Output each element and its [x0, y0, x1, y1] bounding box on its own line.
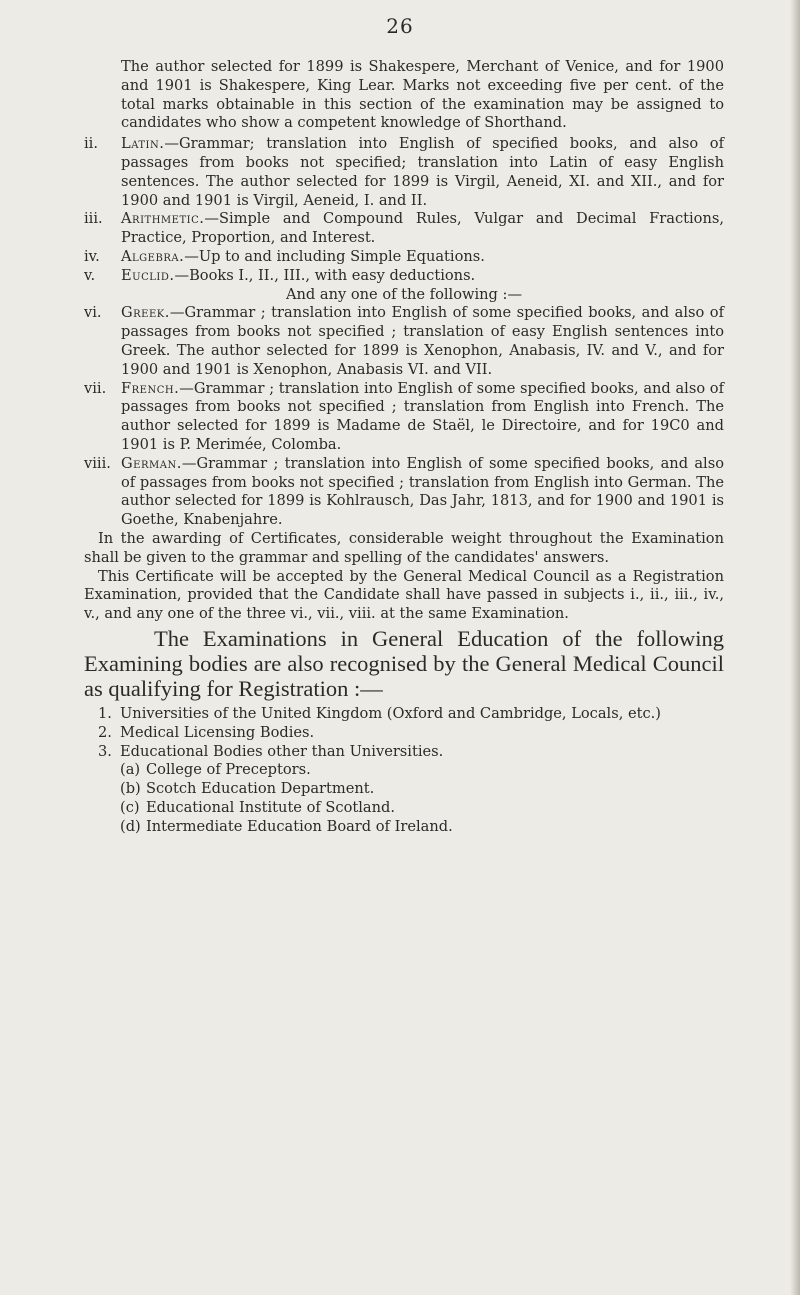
subject-german [84, 455, 724, 530]
subject-name: Algebra. [121, 247, 185, 265]
sub-bodies-list [84, 761, 724, 836]
subject-french [84, 380, 724, 455]
sub-body-item [120, 818, 724, 837]
subject-text: —Grammar ; translation into English of some specified books, and also of passages from books not specified ; translation of easy English sentences into Greek. The author selected for 1899 is Xenophon, Anabasis, IV. and V., and for 1900 and 1901 is Xenophon, Anabasis VI. and VII. [121, 304, 724, 378]
subject-number: iv. [84, 247, 100, 265]
subject-name: German. [121, 454, 182, 472]
sub-body-text: College of Preceptors. [146, 761, 311, 779]
subject-text: —Grammar ; translation into English of some specified books, and also of passages from books not specified ; translation from English into French. The author selected for 1899 is Madame de Staël, le Directoire, and for 19C0 and 1901 is P. Merimée, Colomba. [121, 379, 724, 453]
sub-body-letter: (d) [120, 817, 141, 835]
registration-paragraph: This Certificate will be accepted by the General Medical Council as a Registration Examination, provided that the Candidate shall have passed in subjects i., ii., iii., iv., v., and any one of the three vi., vii., viii. at the same Examination. [84, 567, 724, 623]
body-item [98, 724, 724, 743]
awarding-paragraph: In the awarding of Certificates, considerable weight throughout the Examination shall be given to the grammar and spelling of the candidates' answers. [84, 529, 724, 566]
body-item [98, 705, 724, 724]
subject-euclid [84, 267, 724, 286]
body-number: 3. [98, 742, 112, 760]
subject-text: —Books I., II., III., with easy deductions. [174, 266, 476, 284]
body-text: Universities of the United Kingdom (Oxford and Cambridge, Locals, etc.) [120, 704, 662, 722]
page-number: 26 [386, 14, 414, 38]
any-one-line: And any one of the following :— [285, 285, 523, 303]
page-edge-shadow [790, 0, 800, 1295]
subject-text: —Grammar; translation into English of specified books, and also of passages from books not specified; translation into Latin of easy English sentences. The author selected for 1899 is Virgil, Aeneid, XI. and XII., and for 1900 and 1901 is Virgil, Aeneid, I. and II. [121, 135, 724, 209]
body-number: 2. [98, 723, 112, 741]
subject-text: —Grammar ; translation into English of some specified books, and also of passages from books not specified ; translation from English into German. The author selected for 1899 is Kohlrausch, Das Jahr, 1813, and for 1900 and 1901 is Goethe, Knabenjahre. [121, 454, 724, 529]
subject-name: Greek. [121, 304, 170, 322]
sub-body-text: Intermediate Education Board of Ireland. [146, 817, 453, 835]
subject-number: v. [84, 266, 96, 284]
page-content [84, 58, 724, 836]
intro-paragraph: The author selected for 1899 is Shakespere, Merchant of Venice, and for 1900 and 1901 is Shakespere, King Lear. Marks not exceeding five per cent. of the total marks obtainable in this section of the examination may be assigned to candidates who show a competent knowledge of Shorthand. [121, 58, 724, 132]
sub-body-item [120, 780, 724, 799]
subject-arithmetic [84, 210, 724, 248]
sub-body-text: Educational Institute of Scotland. [146, 798, 395, 816]
subject-number: ii. [84, 135, 98, 153]
subject-name: Euclid. [121, 266, 175, 284]
subject-latin [84, 135, 724, 210]
subject-text: —Up to and including Simple Equations. [184, 247, 485, 265]
sub-body-item [120, 799, 724, 818]
subject-greek [84, 304, 724, 379]
subject-number: vi. [84, 304, 102, 322]
subject-number: iii. [84, 210, 103, 228]
body-text: Medical Licensing Bodies. [120, 723, 315, 741]
sub-body-letter: (c) [120, 798, 140, 816]
subject-text: —Simple and Compound Rules, Vulgar and Decimal Fractions, Practice, Proportion, and Interest. [121, 210, 724, 247]
subject-name: Latin. [121, 135, 165, 153]
sub-body-letter: (b) [120, 780, 141, 798]
sub-body-item [120, 761, 724, 780]
body-number: 1. [98, 704, 112, 722]
subject-name: French. [121, 379, 180, 397]
subject-name: Arithmetic. [121, 210, 205, 228]
subject-number: viii. [84, 454, 111, 472]
body-text: Educational Bodies other than Universities. [120, 742, 444, 760]
bodies-list [84, 705, 724, 761]
subject-number: vii. [84, 379, 107, 397]
body-item [98, 743, 724, 762]
sub-body-letter: (a) [120, 761, 141, 779]
recognised-bodies-heading: The Examinations in General Education of the following Examining bodies are also recognised by the General Medical Council as qualifying for Registration :— [84, 625, 724, 701]
sub-body-text: Scotch Education Department. [146, 780, 375, 798]
subject-algebra [84, 248, 724, 267]
